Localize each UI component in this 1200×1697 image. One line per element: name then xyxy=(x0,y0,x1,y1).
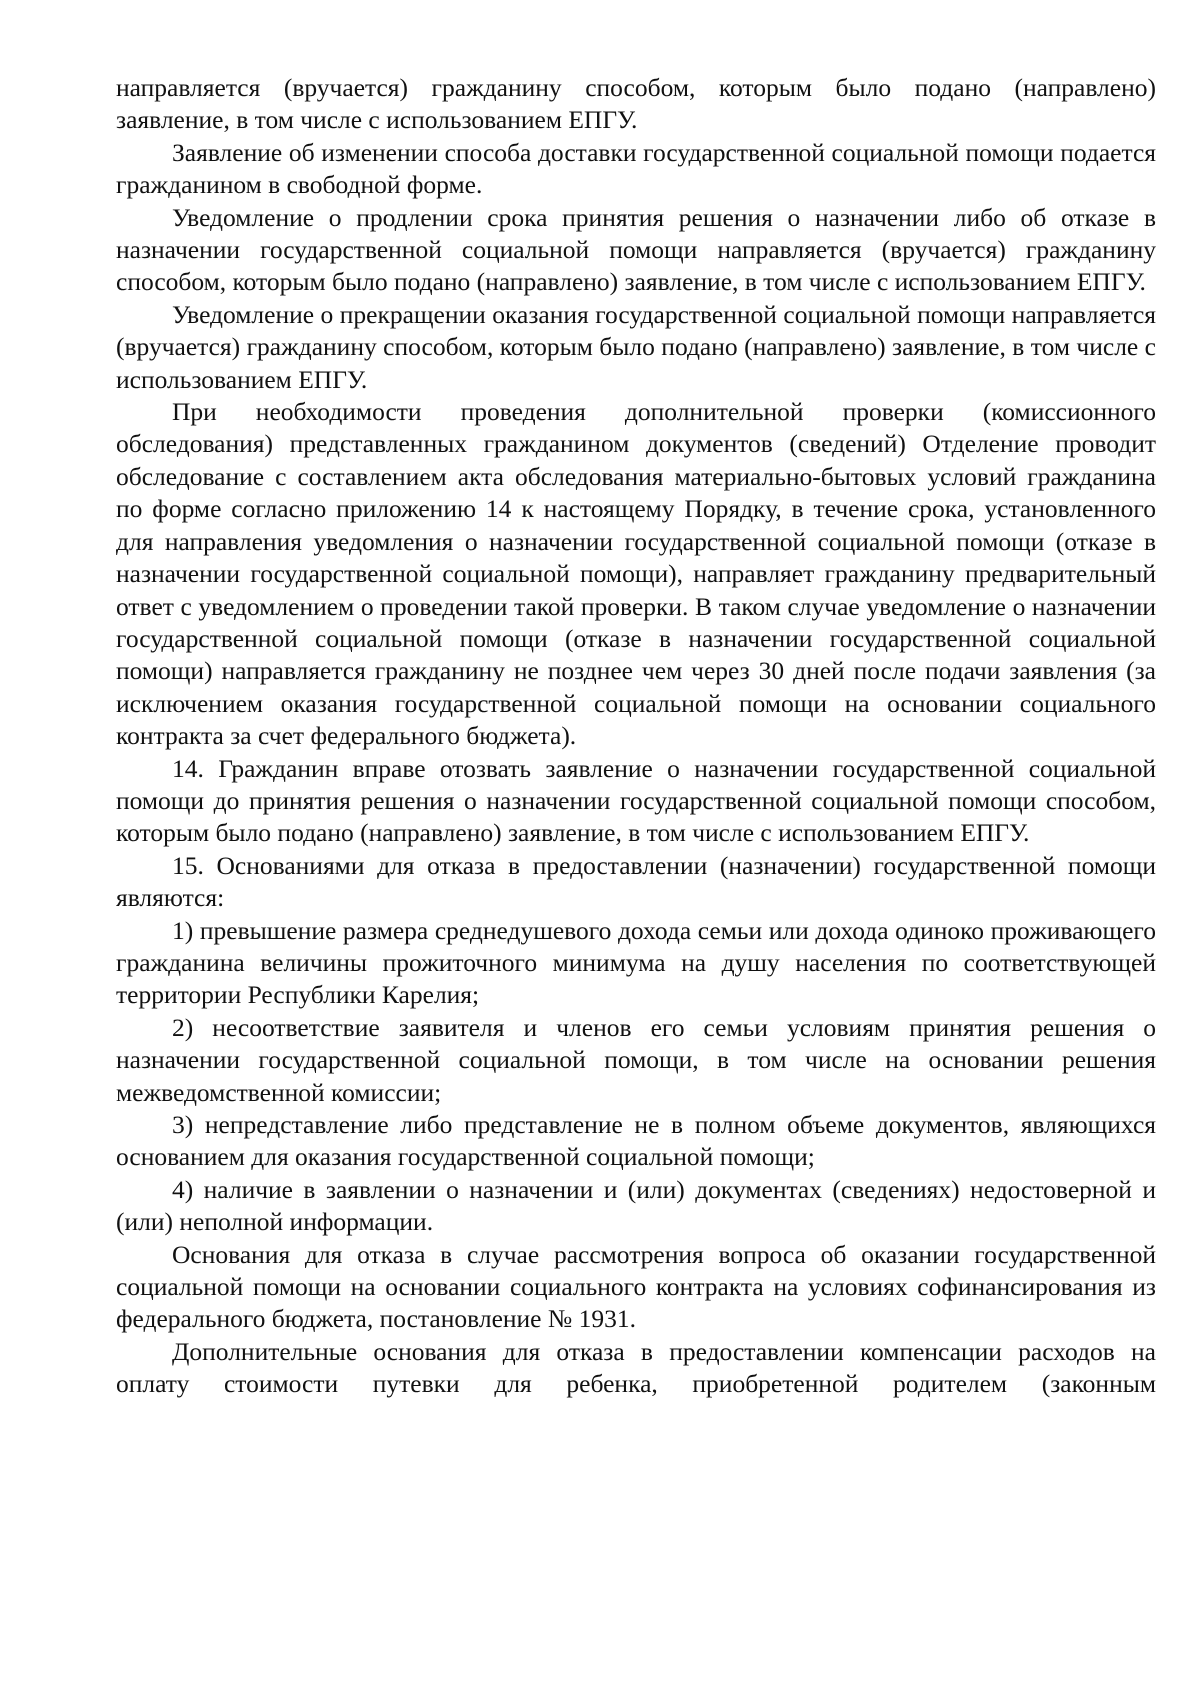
paragraph-11-subitem-4: 4) наличие в заявлении о назначении и (или) документах (сведениях) недостоверной и (или) неполной информации. xyxy=(116,1174,1156,1237)
paragraph-13: Дополнительные основания для отказа в предоставлении компенсации расходов на оплату стоимости путевки для ребенка, приобретенной родителем (законным xyxy=(116,1336,1156,1399)
paragraph-3: Уведомление о продлении срока принятия решения о назначении либо об отказе в назначении государственной социальной помощи направляется (вручается) гражданину способом, которым было подано (направлено) заявление, в том числе с использованием ЕПГУ. xyxy=(116,202,1156,297)
paragraph-6-item-14: 14. Гражданин вправе отозвать заявление о назначении государственной социальной помощи до принятия решения о назначении государственной социальной помощи способом, которым было подано (направлено) заявление, в том числе с использованием ЕПГУ. xyxy=(116,753,1156,848)
paragraph-10-subitem-3: 3) непредставление либо представление не в полном объеме документов, являющихся основанием для оказания государственной социальной помощи; xyxy=(116,1110,1156,1172)
paragraph-2: Заявление об изменении способа доставки государственной социальной помощи подается гражданином в свободной форме. xyxy=(116,137,1156,200)
document-page xyxy=(116,72,1156,1401)
paragraph-4: Уведомление о прекращении оказания государственной социальной помощи направляется (вручается) гражданину способом, которым было подано (направлено) заявление, в том числе с использованием ЕПГУ. xyxy=(116,299,1156,394)
paragraph-1-continuation: направляется (вручается) гражданину способом, которым было подано (направлено) заявление, в том числе с использованием ЕПГУ. xyxy=(116,73,1156,135)
paragraph-5: При необходимости проведения дополнительной проверки (комиссионного обследования) представленных гражданином документов (сведений) Отделение проводит обследование с составлением акта обследования материально-бытовых условий гражданина по форме согласно приложению 14 к настоящему Порядку, в течение срока, установленного для направления уведомления о назначении государственной социальной помощи (отказе в назначении государственной социальной помощи), направляет гражданину предварительный ответ с уведомлением о проведении такой проверки. В таком случае уведомление о назначении государственной социальной помощи (отказе в назначении государственной социальной помощи) направляется гражданину не позднее чем через 30 дней после подачи заявления (за исключением оказания государственной социальной помощи на основании социального контракта за счет федерального бюджета). xyxy=(116,397,1156,751)
paragraph-12: Основания для отказа в случае рассмотрения вопроса об оказании государственной социальной помощи на основании социального контракта на условиях софинансирования из федерального бюджета, постановление № 1931. xyxy=(116,1239,1156,1334)
paragraph-7-item-15: 15. Основаниями для отказа в предоставлении (назначении) государственной помощи являются: xyxy=(116,850,1156,913)
paragraph-8-subitem-1: 1) превышение размера среднедушевого дохода семьи или дохода одиноко проживающего гражданина величины прожиточного минимума на душу населения по соответствующей территории Республики Карелия; xyxy=(116,915,1156,1010)
paragraph-9-subitem-2: 2) несоответствие заявителя и членов его семьи условиям принятия решения о назначении государственной социальной помощи, в том числе на основании решения межведомственной комиссии; xyxy=(116,1012,1156,1107)
